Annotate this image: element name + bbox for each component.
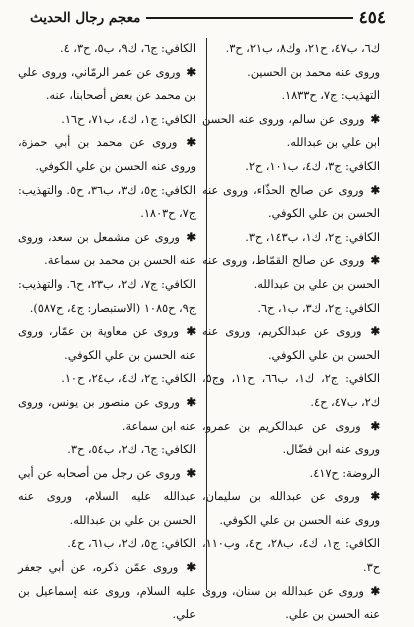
text-entry [202, 297, 380, 321]
text-entry [18, 367, 196, 391]
text-entry [18, 532, 196, 556]
right-column [202, 37, 380, 627]
header-rule [146, 17, 352, 19]
left-column [18, 37, 196, 627]
entry-text: الكافي: ج٢، ك١، ب١٤٣، ح٣. [245, 230, 380, 244]
text-entry [18, 438, 196, 462]
text-entry [18, 391, 196, 438]
entry-text: وروى عنه محمد بن الحسين. [247, 65, 380, 79]
entry-text: وروى عن رجل من أصحابه عن أبي عبدالله عليه السلام، وروى عنه الحسن بن علي بن عبدالله. [18, 466, 196, 527]
text-entry [202, 415, 380, 462]
entry-text: الكافي: ج٢، ك١، ب٦٦، ح١١، وج٥، ك٢، ب٤٧، ح٤. [202, 372, 380, 409]
text-entry [202, 179, 380, 226]
text-entry [202, 61, 380, 85]
entry-text: الكافي: ج١، ك٤، ب٧١، ح١٦. [61, 112, 196, 126]
asterisk-bullet-icon: ✱ [186, 229, 196, 244]
column-divider [206, 38, 207, 590]
entry-text: وروى عن عبدالكريم بن عمرو، وروى عنه ابن فضّال. [202, 419, 380, 457]
entry-text: الكافي: ج٧، ك٢، ب٢٣، ح٦. والتهذيب: ج٩، ح١٠٨٥ (الاستبصار: ج٤، ح٥٨٧). [18, 277, 196, 315]
text-entry [18, 556, 196, 627]
text-entry [202, 367, 380, 414]
text-entry [18, 61, 196, 108]
asterisk-bullet-icon: ✱ [370, 324, 380, 339]
asterisk-bullet-icon: ✱ [186, 324, 196, 339]
text-entry [18, 226, 196, 273]
text-entry [202, 485, 380, 532]
entry-text: وروى عن عبدالكريم، وروى عنه الحسن بن علي الكوفي. [202, 325, 380, 362]
text-entry [202, 226, 380, 250]
text-entry [202, 155, 380, 179]
entry-text: ك٦، ب٤٧، ح٢١، وك٨، ب٢١، ح٣. [225, 42, 380, 55]
asterisk-bullet-icon: ✱ [186, 560, 196, 575]
asterisk-bullet-icon: ✱ [370, 253, 380, 268]
text-entry [18, 273, 196, 320]
entry-text: الكافي: ج٢، ك٣، ب١، ح٦. [257, 301, 380, 315]
entry-text: وروى عن صالح القمّاط، وروى عنه الحسن بن علي بن عبدالله. [202, 254, 380, 291]
entry-text: الكافي: ج٦، ك٩، ب٥، ح٣، ٤. [60, 42, 196, 55]
text-entry [18, 462, 196, 533]
entry-text: وروى عن مشمعل بن سعد، وروى عنه الحسن بن محمد بن سماعة. [18, 230, 196, 268]
asterisk-bullet-icon: ✱ [186, 465, 196, 480]
entry-text: التهذيب: ج٧، ح١٨٣٣. [281, 89, 380, 103]
text-entry [202, 84, 380, 108]
text-entry [202, 249, 380, 296]
entry-text: الكافي: ج٣، ك٤، ب١٠١، ح٢. [245, 159, 380, 173]
entry-text: وروى عن سالم، وروى عنه الحسن ابن علي بن عبدالله. [202, 112, 380, 150]
entry-text: الكافي: ج٦، ك٢، ب٥٤، ح٣. [67, 443, 196, 457]
entry-text: وروى عن عمر الرمّاني، وروى علي بن محمد عن بعض أصحابنا، عنه. [18, 65, 196, 103]
entry-text: وروى عن محمد بن أبي حمزة، وروى عنه الحسن بن علي الكوفي. [18, 136, 196, 173]
text-entry [18, 320, 196, 367]
entry-text: وروى عن معاوية بن عمّار، وروى عنه الحسن بن علي الكوفي. [18, 325, 196, 362]
asterisk-bullet-icon: ✱ [186, 64, 196, 79]
entry-text: الكافي: ج٥، ك٢، ب٦١، ح٤. [67, 537, 196, 551]
page-header [30, 7, 386, 29]
page-number: ٤٥٤ [358, 8, 386, 28]
entry-text: وروى عن صالح الحذّاء، وروى عنه الحسن بن علي الكوفي. [202, 183, 380, 221]
running-title: معجم رجال الحديث [30, 10, 141, 26]
text-entry [202, 108, 380, 155]
entry-text: وروى عن عبدالله بن سليمان، وروى عنه الحسن بن علي الكوفي. [202, 490, 380, 527]
asterisk-bullet-icon: ✱ [370, 111, 381, 126]
entry-text: وروى عن منصور بن يونس، وروى عنه ابن سماعة. [18, 395, 196, 433]
text-entry [202, 462, 380, 486]
text-entry [18, 131, 196, 178]
entry-text: الروضة: ح٤١٧. [309, 466, 380, 480]
asterisk-bullet-icon: ✱ [370, 182, 381, 197]
text-entry [18, 108, 196, 132]
asterisk-bullet-icon: ✱ [186, 135, 197, 150]
text-entry [202, 532, 380, 579]
text-entry [18, 37, 196, 61]
text-entry [18, 179, 196, 226]
entry-text: الكافي: ج٢، ك٤، ب٢٤، ح١٠. [61, 372, 196, 386]
text-entry [202, 580, 380, 627]
text-entry [202, 37, 380, 61]
asterisk-bullet-icon: ✱ [370, 489, 380, 504]
entry-text: الكافي: ج٥، ك٣، ب٣٦، ح٥. والتهذيب: ج٧، ح١٨٠٣. [18, 183, 196, 221]
entry-text: وروى عمّن ذكره، عن أبي جعفر عليه السلام، وروى عنه إسماعيل بن علي. [18, 561, 196, 622]
asterisk-bullet-icon: ✱ [186, 394, 196, 409]
asterisk-bullet-icon: ✱ [370, 418, 380, 433]
text-entry [202, 320, 380, 367]
asterisk-bullet-icon: ✱ [370, 583, 380, 598]
entry-text: الكافي: ج١، ك٤، ب٢٨، ح٤، وب١١٠، ح٣. [202, 537, 381, 575]
entry-text: وروى عن عبدالله بن سنان، وروى عنه الحسن بن علي. [202, 584, 380, 622]
